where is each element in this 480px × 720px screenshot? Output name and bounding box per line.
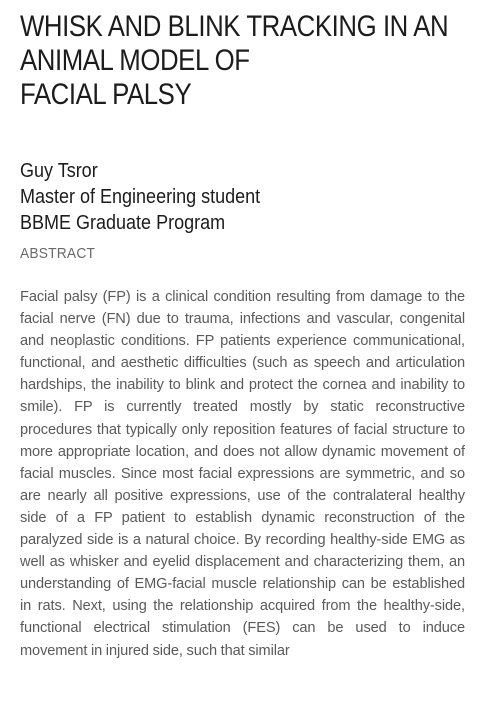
title-line: FACIAL PALSY	[20, 78, 192, 111]
author-name: Guy Tsror	[20, 160, 98, 182]
document-title	[20, 10, 465, 112]
title-line: ANIMAL MODEL OF	[20, 44, 250, 77]
author-role: Master of Engineering student	[20, 186, 261, 208]
document-page	[20, 10, 465, 720]
title-line: WHISK AND BLINK TRACKING IN AN	[20, 10, 449, 43]
author-program: BBME Graduate Program	[20, 212, 226, 234]
author-block	[20, 158, 461, 236]
abstract-heading: ABSTRACT	[20, 245, 96, 262]
abstract-body: Facial palsy (FP) is a clinical condition resulting from damage to the facial nerve (FN) due to trauma, infections and vascular, congenital and neoplastic conditions. FP patients experience communicational, functional, and aesthetic difficulties (such as speech and articulation hardships, the inability to blink and protect the cornea and inability to smile). FP is currently treated mostly by static reconstructive procedures that typically only reposition features of facial structure to more appropriate location, and does not allow dynamic movement of facial muscles. Since most facial expressions are symmetric, and so are nearly all positive expressions, use of the contralateral healthy side of a FP patient to establish dynamic reconstruction of the paralyzed side is a natural choice. By recording healthy-side EMG as well as whisker and eyelid displacement and characterizing them, an understanding of EMG-facial muscle relationship can be established in rats. Next, using the relationship acquired from the healthy-side, functional electrical stimulation (FES) can be used to induce movement in injured side, such that similar	[20, 289, 465, 659]
